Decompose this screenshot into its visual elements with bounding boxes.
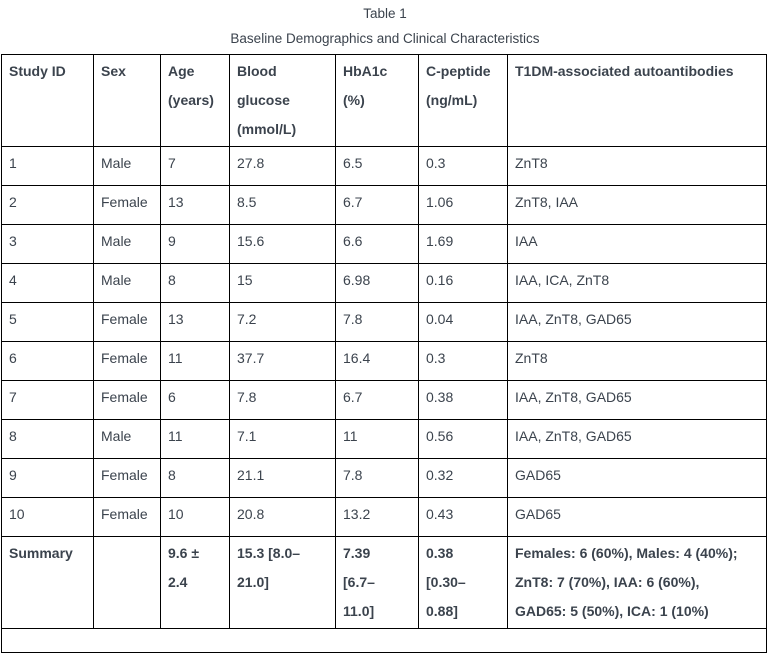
cell-autoantibodies: IAA, ZnT8, GAD65 — [508, 303, 767, 342]
cell-study-id: 2 — [2, 186, 94, 225]
cell-blood-glucose: 20.8 — [230, 498, 336, 537]
header-cell-study-id: Study ID — [2, 55, 94, 147]
cell-autoantibodies: IAA, ZnT8, GAD65 — [508, 420, 767, 459]
cell-age: 8 — [161, 264, 230, 303]
cell-sex: Female — [94, 303, 161, 342]
cell-hba1c: 6.6 — [336, 225, 419, 264]
table-row — [2, 342, 767, 381]
cell-age: 13 — [161, 303, 230, 342]
cell-sex: Female — [94, 459, 161, 498]
cell-blood-glucose: 27.8 — [230, 147, 336, 186]
cell-sex: Male — [94, 147, 161, 186]
cell-c-peptide: 0.3 — [419, 342, 508, 381]
cell-c-peptide: 0.16 — [419, 264, 508, 303]
cell-study-id: 1 — [2, 147, 94, 186]
summary-label: Summary — [2, 537, 94, 629]
cell-sex: Male — [94, 225, 161, 264]
cell-sex: Female — [94, 342, 161, 381]
cell-blood-glucose: 8.5 — [230, 186, 336, 225]
cell-c-peptide: 0.56 — [419, 420, 508, 459]
table-row — [2, 186, 767, 225]
cell-autoantibodies: ZnT8 — [508, 342, 767, 381]
note-row — [2, 629, 767, 653]
cell-study-id: 9 — [2, 459, 94, 498]
cell-age: 9 — [161, 225, 230, 264]
demographics-table — [1, 54, 767, 653]
summary-blood-glucose: 15.3 [8.0– 21.0] — [230, 537, 336, 629]
summary-age: 9.6 ± 2.4 — [161, 537, 230, 629]
header-cell-sex: Sex — [94, 55, 161, 147]
table-row — [2, 264, 767, 303]
cell-study-id: 5 — [2, 303, 94, 342]
table-row — [2, 459, 767, 498]
cell-c-peptide: 0.04 — [419, 303, 508, 342]
cell-sex: Male — [94, 264, 161, 303]
cell-hba1c: 6.5 — [336, 147, 419, 186]
cell-hba1c: 6.7 — [336, 381, 419, 420]
cell-blood-glucose: 7.2 — [230, 303, 336, 342]
cell-autoantibodies: ZnT8 — [508, 147, 767, 186]
cell-hba1c: 6.7 — [336, 186, 419, 225]
header-cell-hba1c: HbA1c (%) — [336, 55, 419, 147]
header-row — [2, 55, 767, 147]
cell-study-id: 7 — [2, 381, 94, 420]
cell-sex: Female — [94, 186, 161, 225]
cell-blood-glucose: 15.6 — [230, 225, 336, 264]
cell-autoantibodies: IAA, ICA, ZnT8 — [508, 264, 767, 303]
cell-hba1c: 13.2 — [336, 498, 419, 537]
table-row — [2, 225, 767, 264]
cell-blood-glucose: 21.1 — [230, 459, 336, 498]
cell-sex: Female — [94, 498, 161, 537]
table-number-title: Table 1 — [363, 6, 407, 21]
summary-row — [2, 537, 767, 629]
cell-age: 13 — [161, 186, 230, 225]
summary-autoantibodies: Females: 6 (60%), Males: 4 (40%); ZnT8: 7 (70%), IAA: 6 (60%), GAD65: 5 (50%), ICA: 1 (10%) — [508, 537, 767, 629]
cell-autoantibodies: GAD65 — [508, 459, 767, 498]
cell-blood-glucose: 15 — [230, 264, 336, 303]
cell-hba1c: 16.4 — [336, 342, 419, 381]
header-cell-autoantibodies: T1DM-associated autoantibodies — [508, 55, 767, 147]
table-row — [2, 303, 767, 342]
table-row — [2, 420, 767, 459]
header-cell-age: Age (years) — [161, 55, 230, 147]
cell-hba1c: 7.8 — [336, 459, 419, 498]
cell-study-id: 6 — [2, 342, 94, 381]
cell-c-peptide: 1.06 — [419, 186, 508, 225]
cell-autoantibodies: ZnT8, IAA — [508, 186, 767, 225]
summary-sex — [94, 537, 161, 629]
cell-age: 8 — [161, 459, 230, 498]
table-subtitle: Baseline Demographics and Clinical Characteristics — [230, 31, 540, 46]
cell-hba1c: 11 — [336, 420, 419, 459]
cell-study-id: 3 — [2, 225, 94, 264]
header-cell-blood-glucose: Blood glucose (mmol/L) — [230, 55, 336, 147]
cell-c-peptide: 1.69 — [419, 225, 508, 264]
summary-c-peptide: 0.38 [0.30– 0.88] — [419, 537, 508, 629]
cell-hba1c: 7.8 — [336, 303, 419, 342]
cell-age: 11 — [161, 420, 230, 459]
cell-sex: Male — [94, 420, 161, 459]
table-row — [2, 498, 767, 537]
cell-c-peptide: 0.32 — [419, 459, 508, 498]
summary-hba1c: 7.39 [6.7– 11.0] — [336, 537, 419, 629]
header-cell-c-peptide: C-peptide (ng/mL) — [419, 55, 508, 147]
cell-hba1c: 6.98 — [336, 264, 419, 303]
cell-age: 6 — [161, 381, 230, 420]
cell-study-id: 4 — [2, 264, 94, 303]
cell-study-id: 8 — [2, 420, 94, 459]
cell-age: 7 — [161, 147, 230, 186]
note-row-cell — [2, 629, 767, 653]
cell-age: 11 — [161, 342, 230, 381]
cell-autoantibodies: GAD65 — [508, 498, 767, 537]
cell-autoantibodies: IAA — [508, 225, 767, 264]
table-row — [2, 147, 767, 186]
cell-blood-glucose: 7.1 — [230, 420, 336, 459]
cell-study-id: 10 — [2, 498, 94, 537]
cell-c-peptide: 0.43 — [419, 498, 508, 537]
cell-autoantibodies: IAA, ZnT8, GAD65 — [508, 381, 767, 420]
cell-sex: Female — [94, 381, 161, 420]
cell-c-peptide: 0.38 — [419, 381, 508, 420]
table-row — [2, 381, 767, 420]
cell-blood-glucose: 7.8 — [230, 381, 336, 420]
cell-age: 10 — [161, 498, 230, 537]
cell-blood-glucose: 37.7 — [230, 342, 336, 381]
cell-c-peptide: 0.3 — [419, 147, 508, 186]
